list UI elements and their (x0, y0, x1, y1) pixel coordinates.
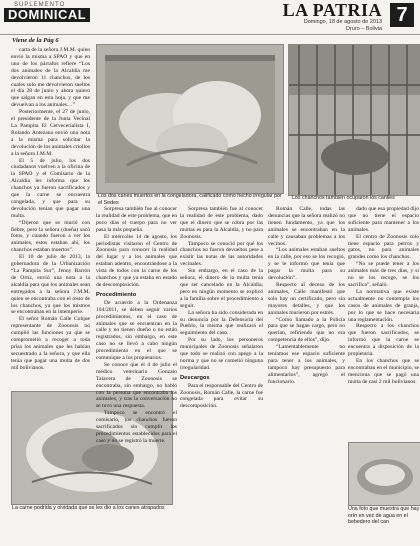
paragraph: Se conoce que el 4 de julio el médico veterinario Gonzalo Talavera de Zoonosis se encontraba, sin embargo, no habló con la persona que encontraba los animales, y tras la conversación no se tuvo una respuesta. (96, 361, 177, 410)
paragraph: “Lamentablemente no teníamos ese espacio suficiente para tener a los animales, y tampoco hay presupuesto para alimentarlos”, agregó el funcionario. (268, 344, 345, 385)
freezer-photo (96, 44, 284, 194)
water-bowl-photo-caption: Una foto que muestra que hay orín en vez de agua en el bebedero del can (348, 506, 420, 525)
paragraph: Por su lado, los personeros municipales de Zoonosis señalaron que todo se realizó con apego a la norma y que no se cometió ninguna irregularidad. (180, 337, 263, 371)
paragraph: “Como llamado a la Policía para que se hagan cargo, pero no querían, refiriendo que no era competencia de ellos”, dijo. (268, 316, 345, 344)
paragraph: Sin embargo, en el caso de la señora, el dinero de la multa tenía que ser cancelado en la Alcaldía, pero en ningún momento se explicó a la familia sobre el procedimiento a seguir. (180, 268, 263, 309)
supplement-logo (4, 2, 104, 28)
paragraph: El 5 de julio, los dos ciudadanos vuelven a la oficina de la SPAO y el Comisario de la Alcaldía les informa que los chanchos ya fueron sacrificados y que la carne se encuentra congelada, y que para su devolución tenían que pagar una multa. (11, 157, 90, 219)
freezer-photo-icon (97, 45, 283, 193)
paragraph: El miércoles 14 de agosto, los periodistas visitaron el Centro de Zoonosis para conocer la realidad del lugar y a los animales que estaban adentro, encontrándose a la vista de todos con la carne de los chanchos y que ya estaba en estado de descomposición. (96, 233, 177, 288)
paragraph: Tampoco se encontró el comisario, los chanchos fueron sacrificados sin cumplir los procedimientos establecidos para el caso y no se registró la muerte. (96, 410, 177, 444)
paragraph: Respecto al deceso de los animales, Calle manifestó que solo hay un certificado, pero sin mayores detalles, y que los animales murieron por estrés. (268, 281, 345, 316)
paragraph: Posteriormente, el 27 de junio, el presidente de la Junta Vecinal La Pampita El Cervecerialista I, Rolando Antezana envió una nota a la misma para solicitar la devolución de los animales criollos a la señora J.M.M. (11, 109, 90, 157)
paragraph: El 10 de julio de 2013, la gobernadora de la Urbanización “La Pampita Sur”, Jenny Barrón de Ortiz, envió una nota a la alcaldía para que los animales sean entregados a la señora J.M.M. quien se encontraba con el resto de los chanchos, ya que los mismos se encontraban en la intemperie. (11, 254, 90, 316)
freezer-photo-caption: Los dos canes muertos en la congeladora, calificado como hecho irregular por el Sedes (98, 193, 282, 206)
paper-name: LA PATRIA (282, 0, 382, 20)
paragraph: Para el responsable del Centro de Zoonosis, Román Calle, la carne fue congelada para evitar su descomposición. (180, 382, 263, 410)
subheading: Descargos (180, 374, 210, 381)
paragraph: Tampoco se conoció por qué los chanchos no fueron devueltos pese a existir las notas de las autoridades vecinales. (180, 240, 263, 268)
pig-pen-photo-icon (289, 45, 420, 195)
subheading: Procedimiento (96, 291, 137, 298)
section-name: DOMINICAL (4, 8, 90, 22)
article-column-3 (180, 206, 263, 496)
pig-pen-photo (288, 44, 420, 196)
article-column-2 (96, 206, 177, 496)
page-header (0, 0, 420, 35)
pig-pen-photo-caption: Los chanchos también ocuparon los caniles (292, 195, 395, 201)
paragraph: Sorpresa también fue al conocer la realidad de este problema, dado que el dinero que se cobra por las multas es para la Alcaldía, y no para Zoonosis. (180, 206, 263, 240)
paragraph: En los chanchos que se encontraban en el municipio, se menciona que se pagó una multa de casi 2 mil bolivianos. (348, 357, 419, 385)
paragraph: Román Calle, todas las denuncias que la señora realizó no tienen fundamento, ya que los animales se encontraban en la calle y causaban problemas a los vecinos. (268, 206, 345, 247)
paragraph: “Dijeron que se murió con fiebre, pero la señora (dueña) sacó fotos, y cuando fueron a ver los animales, estos estaban ahí, los chanchos estaban muertos”. (11, 219, 90, 254)
page-number: 7 (390, 3, 414, 27)
meat-photo-caption: La carne podrida y olvidada que se les dio a los canes atrapados (12, 505, 165, 511)
masthead (283, 1, 382, 33)
issue-place: Oruro – Bolivia (345, 26, 382, 32)
paragraph: El señor Román Calle Colque representante de Zoonosis no cumplió las funciones ya que se comprometió a recoger a toda prisa los animales que les habían secuestrado a la señora, y que ella tenía que pagar una multa de dos mil bolivianos. (11, 316, 90, 371)
paragraph: La normativa que existe actualmente no contempla los casos de animales de granja, por lo que se hace necesaria una reglamentación. (348, 288, 419, 323)
paragraph: De acuerdo a la Ordenanza 104/2011, se deben seguir varios procedimientos, en el caso de animales que se encuentran en la calle y no tienen dueño o no están registrados, sin embargo, en este caso no se llevó a cabo ningún procedimiento en el que se comunique a los propietarios. (96, 299, 177, 362)
paragraph: dado que esa propiedad dijo que no tiene el espacio suficiente para mantener a los animales. (348, 206, 419, 233)
article-column-5 (348, 206, 419, 496)
issue-date: Domingo, 18 de agosto de 2013 (303, 19, 382, 25)
article-column-1 (11, 47, 90, 387)
supplement-label: SUPLEMENTO (14, 2, 66, 8)
continuation-kicker: Viene de la Pág 6 (12, 37, 59, 44)
paragraph: carta de la señora J.M.M. quien envió la misma a SPAO y que en uno de los párrafos refiere “Los dos animales de la Alcaldía me devolvieron 11 chanchos, de los cuales solo me devolvieron sueltos el día 28 de junio y ahora quiero que salgan en esta hoja, y que me devuelvan a los animales…” (11, 47, 90, 109)
paragraph: El centro de Zoonosis solo tiene espacio para perros y gatos, no para animales grandes como los chanchos. (348, 233, 419, 261)
paragraph: Sorpresa también fue al conocer la realidad de este problema, que en poco días el cuerpo para no ver pasa la más pequeña. (96, 206, 177, 233)
article-column-4 (268, 206, 345, 496)
paragraph: La señora ha sido considerada en su denuncia por la Defensoría del Pueblo, la misma que realizará el seguimiento del caso. (180, 309, 263, 337)
paragraph: Respecto a los chanchos que fueron sacrificados, se informó que la carne se encuentra a disposición de la propietaria. (348, 323, 419, 358)
paragraph: “No se puede tener a los animales más de tres días, y si no se los recoge, se los sacrifica”, señaló. (348, 261, 419, 288)
paragraph: “Los animales estaban sueltos en la calle, por eso se los recogió, y se le informó que tenía que pagar la multa para su devolución”. (268, 247, 345, 282)
